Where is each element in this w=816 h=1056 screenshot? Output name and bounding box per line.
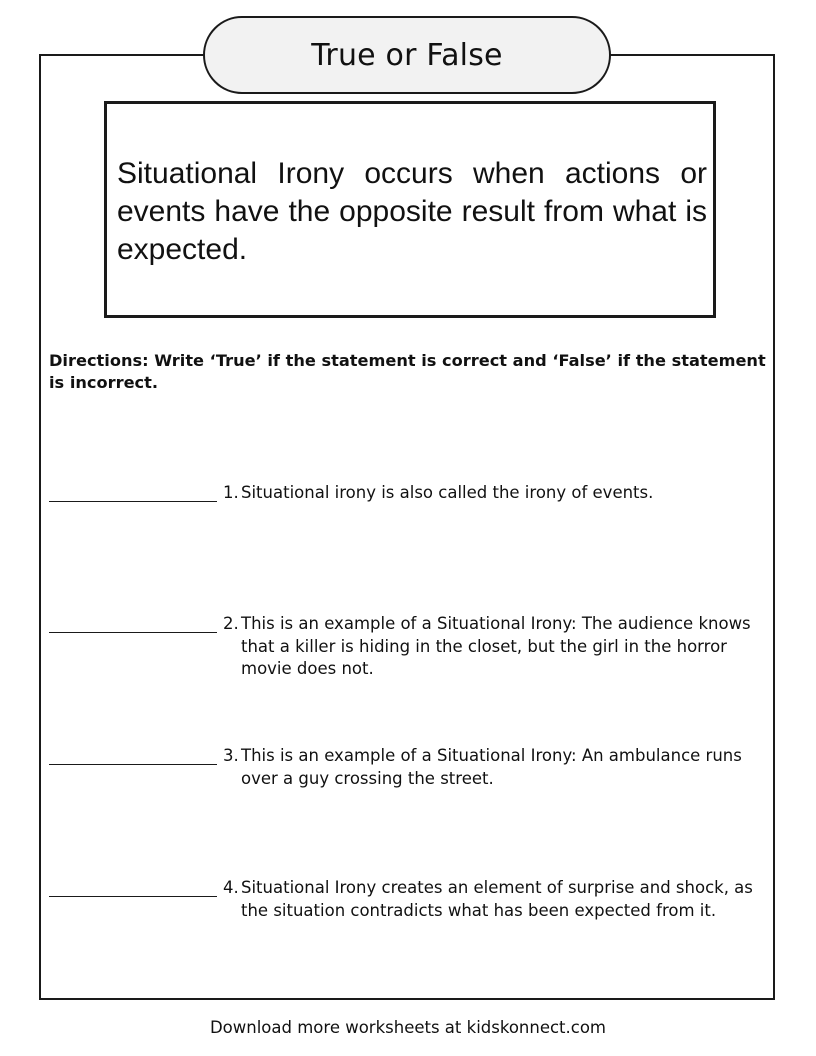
directions-text: Directions: Write ‘True’ if the statement is correct and ‘False’ if the statement is incorrect. — [49, 351, 766, 392]
question-body — [223, 745, 769, 790]
question-text: Situational irony is also called the irony of events. — [241, 483, 654, 502]
definition-box — [104, 101, 716, 318]
page-title: True or False — [311, 37, 503, 73]
question-item — [49, 877, 769, 922]
title-banner — [203, 16, 611, 94]
question-number: 4. — [223, 878, 239, 897]
definition-text: Situational Irony occurs when actions or events have the opposite result from what is expected. — [117, 157, 707, 266]
answer-blank-2[interactable] — [49, 613, 217, 633]
question-number: 3. — [223, 746, 239, 765]
answer-blank-1[interactable] — [49, 482, 217, 502]
answer-blank-3[interactable] — [49, 745, 217, 765]
question-body — [223, 613, 769, 681]
question-body — [223, 877, 769, 922]
question-text: This is an example of a Situational Irony: An ambulance runs over a guy crossing the street. — [241, 746, 742, 788]
question-item — [49, 745, 769, 790]
question-text: Situational Irony creates an element of surprise and shock, as the situation contradicts what has been expected from it. — [241, 878, 753, 920]
footer-text: Download more worksheets at kidskonnect.com — [209, 1018, 607, 1037]
question-item — [49, 613, 769, 681]
question-body — [223, 482, 769, 505]
answer-blank-4[interactable] — [49, 877, 217, 897]
question-item — [49, 482, 769, 505]
question-number: 2. — [223, 614, 239, 633]
question-text: This is an example of a Situational Irony: The audience knows that a killer is hiding in the closet, but the girl in the horror movie does not. — [241, 614, 751, 678]
question-number: 1. — [223, 483, 239, 502]
